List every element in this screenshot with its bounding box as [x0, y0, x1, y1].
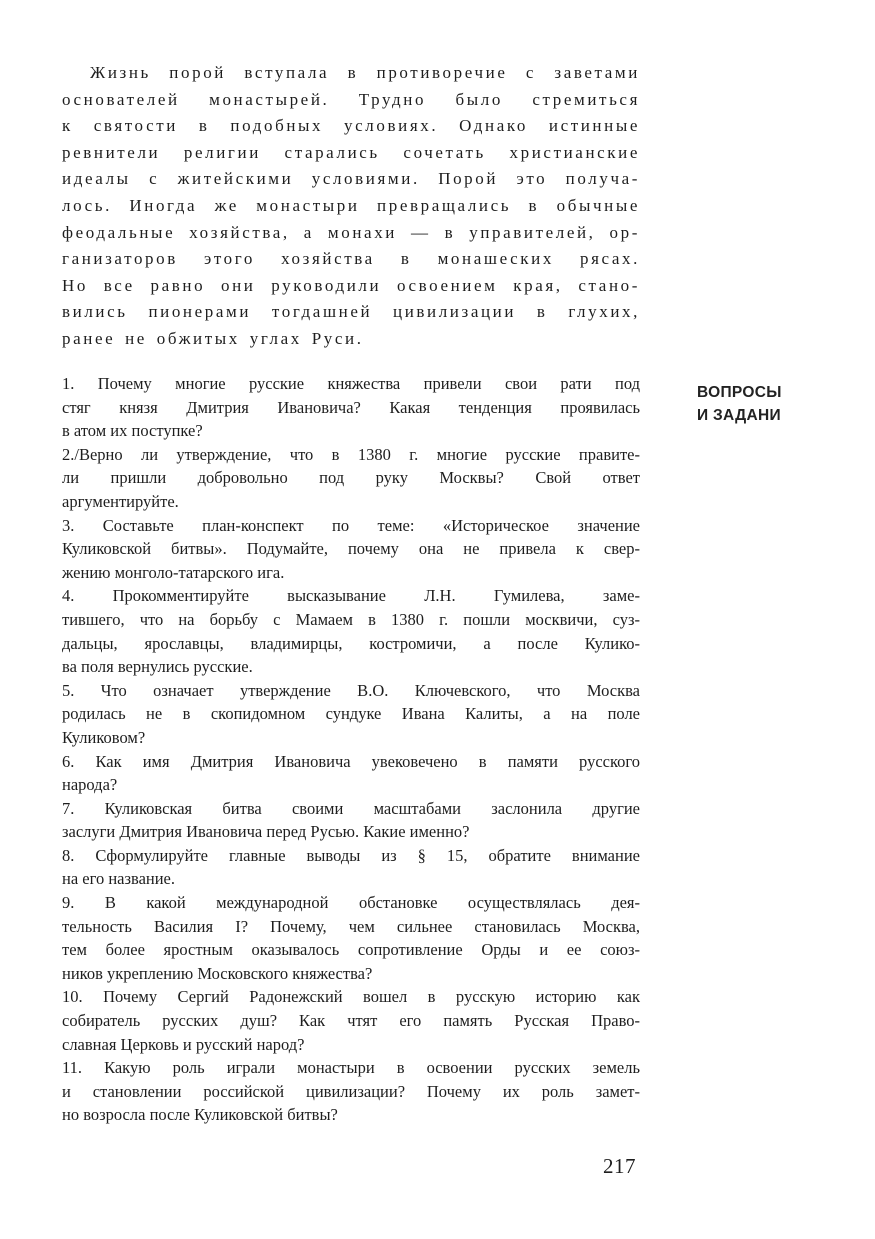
- question-item: [62, 797, 640, 844]
- section-heading-line-1: ВОПРОСЫ: [697, 384, 782, 401]
- intro-line: вились пионерами тогдашней цивилизации в глухих,: [62, 302, 640, 322]
- question-line: Куликовом?: [62, 727, 146, 747]
- question-line: народа?: [62, 775, 118, 795]
- question-line: тельность Василия I? Почему, чем сильнее становилась Москва,: [62, 916, 640, 936]
- question-line: и становлении российской цивилизации? Почему их роль замет-: [62, 1081, 640, 1101]
- question-item: [62, 514, 640, 585]
- question-item: [62, 443, 640, 514]
- intro-line: ганизаторов этого хозяйства в монашеских рясах.: [62, 249, 640, 269]
- questions-list: [62, 372, 640, 1127]
- intro-line: к святости в подобных условиях. Однако истинные: [62, 116, 640, 136]
- question-line: дальцы, ярославцы, владимирцы, костромичи, а после Кулико-: [62, 633, 640, 653]
- intro-line: идеалы с житейскими условиями. Порой это получа-: [62, 169, 640, 189]
- question-item: [62, 750, 640, 797]
- question-line: родилась не в скопидомном сундуке Ивана Калиты, а на поле: [62, 704, 640, 724]
- question-item: [62, 372, 640, 443]
- question-line: 3. Составьте план-конспект по теме: «Историческое значение: [62, 515, 640, 535]
- section-heading-questions: [697, 381, 782, 427]
- question-item: [62, 584, 640, 678]
- intro-paragraph: [62, 60, 640, 353]
- question-line: но возросла после Куликовской битвы?: [62, 1105, 338, 1125]
- question-item: [62, 891, 640, 985]
- question-line: 1. Почему многие русские княжества привели свои рати под: [62, 374, 640, 393]
- question-line: 6. Как имя Дмитрия Ивановича увековечено в памяти русского: [62, 751, 640, 771]
- question-line: славная Церковь и русский народ?: [62, 1034, 305, 1054]
- section-heading-line-2: И ЗАДАНИ: [697, 407, 781, 424]
- question-line: собиратель русских душ? Как чтят его память Русская Право-: [62, 1011, 640, 1031]
- question-line: ли пришли добровольно под руку Москвы? Свой ответ: [62, 468, 640, 488]
- intro-line: феодальные хозяйства, а монахи — в управителей, ор-: [62, 222, 640, 242]
- intro-line: Жизнь порой вступала в противоречие с заветами: [90, 63, 640, 82]
- question-line: тившего, что на борьбу с Мамаем в 1380 г. пошли москвичи, суз-: [62, 609, 640, 629]
- question-line: ников укреплению Московского княжества?: [62, 963, 373, 983]
- question-item: [62, 1056, 640, 1127]
- question-line: ва поля вернулись русские.: [62, 657, 253, 677]
- question-line: жению монголо-татарского ига.: [62, 562, 285, 582]
- page-number: 217: [603, 1154, 636, 1178]
- question-line: Куликовской битвы». Подумайте, почему она не привела к свер-: [62, 539, 640, 559]
- question-line: 9. В какой международной обстановке осуществлялась дея-: [62, 893, 640, 913]
- question-item: [62, 844, 640, 891]
- question-line: стяг князя Дмитрия Ивановича? Какая тенденция проявилась: [62, 397, 640, 417]
- question-item: [62, 679, 640, 750]
- question-line: тем более яростным оказывалось сопротивление Орды и ее союз-: [62, 940, 640, 960]
- intro-line: лось. Иногда же монастыри превращались в обычные: [62, 195, 640, 215]
- question-line: 7. Куликовская битва своими масштабами заслонила другие: [62, 798, 640, 818]
- question-line: 5. Что означает утверждение В.О. Ключевского, что Москва: [62, 680, 640, 700]
- question-line: 10. Почему Сергий Радонежский вошел в русскую историю как: [62, 987, 640, 1007]
- question-line: 2./Верно ли утверждение, что в 1380 г. многие русские правите-: [62, 444, 640, 464]
- question-line: аргументируйте.: [62, 491, 179, 511]
- question-line: на его название.: [62, 869, 176, 889]
- question-line: 8. Сформулируйте главные выводы из § 15, обратите внимание: [62, 845, 640, 865]
- intro-line: ранее не обжитых углах Руси.: [62, 328, 364, 348]
- intro-line: Но все равно они руководили освоением края, стано-: [62, 275, 640, 295]
- intro-line: основателей монастырей. Трудно было стремиться: [62, 89, 640, 109]
- question-line: в атом их поступке?: [62, 421, 203, 441]
- question-item: [62, 985, 640, 1056]
- question-line: 11. Какую роль играли монастыри в освоении русских земель: [62, 1058, 640, 1078]
- intro-line: ревнители религии старались сочетать христианские: [62, 142, 640, 162]
- question-line: заслуги Дмитрия Ивановича перед Русью. Какие именно?: [62, 822, 470, 842]
- question-line: 4. Прокомментируйте высказывание Л.Н. Гумилева, заме-: [62, 586, 640, 606]
